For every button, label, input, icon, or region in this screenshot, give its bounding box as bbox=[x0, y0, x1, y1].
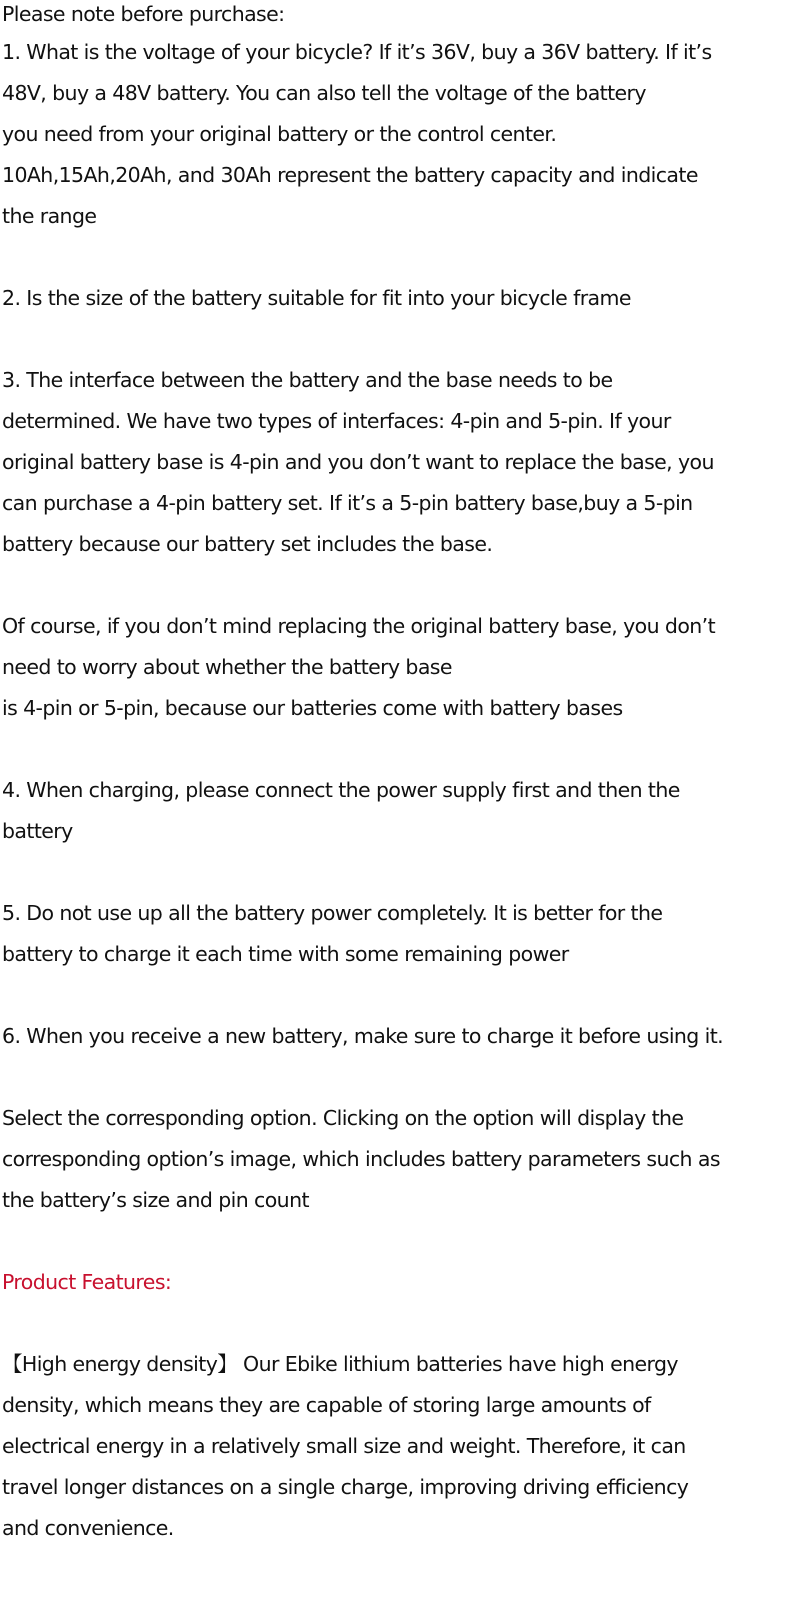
item6-line-1: 6. When you receive a new battery, make sure to charge it before using it. bbox=[2, 1024, 724, 1048]
features-heading: Product Features: bbox=[2, 1270, 172, 1294]
high-energy-line-3: electrical energy in a relatively small size and weight. Therefore, it can bbox=[2, 1434, 686, 1458]
select-option-line-1: Select the corresponding option. Clicking on the option will display the bbox=[2, 1106, 684, 1130]
item3-line-1: 3. The interface between the battery and the base needs to be bbox=[2, 368, 613, 392]
high-energy-line-2: density, which means they are capable of storing large amounts of bbox=[2, 1393, 651, 1417]
item3-line-2: determined. We have two types of interfaces: 4-pin and 5-pin. If your bbox=[2, 409, 671, 433]
select-option-line-3: the battery’s size and pin count bbox=[2, 1188, 309, 1212]
item5-line-2: battery to charge it each time with some remaining power bbox=[2, 942, 569, 966]
item4-line-2: battery bbox=[2, 819, 73, 843]
high-energy-line-1: 【High energy density】 Our Ebike lithium batteries have high energy bbox=[2, 1352, 678, 1376]
high-energy-line-5: and convenience. bbox=[2, 1516, 174, 1540]
item1-line-5: the range bbox=[2, 204, 97, 228]
item1-line-4: 10Ah,15Ah,20Ah, and 30Ah represent the battery capacity and indicate bbox=[2, 163, 698, 187]
item3-line-3: original battery base is 4-pin and you don’t want to replace the base, you bbox=[2, 450, 714, 474]
item1-line-3: you need from your original battery or the control center. bbox=[2, 122, 557, 146]
item5-line-1: 5. Do not use up all the battery power completely. It is better for the bbox=[2, 901, 663, 925]
select-option-line-2: corresponding option’s image, which includes battery parameters such as bbox=[2, 1147, 720, 1171]
item3-line-4: can purchase a 4-pin battery set. If it’s a 5-pin battery base,buy a 5-pin bbox=[2, 491, 693, 515]
note-line-1: Of course, if you don’t mind replacing the original battery base, you don’t bbox=[2, 614, 716, 638]
item4-line-1: 4. When charging, please connect the power supply first and then the bbox=[2, 778, 680, 802]
note-line-3: is 4-pin or 5-pin, because our batteries come with battery bases bbox=[2, 696, 623, 720]
notice-heading: Please note before purchase: bbox=[2, 2, 285, 26]
high-energy-line-4: travel longer distances on a single charge, improving driving efficiency bbox=[2, 1475, 689, 1499]
item1-line-2: 48V, buy a 48V battery. You can also tell the voltage of the battery bbox=[2, 81, 646, 105]
item2-line-1: 2. Is the size of the battery suitable for fit into your bicycle frame bbox=[2, 286, 631, 310]
item3-line-5: battery because our battery set includes the base. bbox=[2, 532, 493, 556]
note-line-2: need to worry about whether the battery base bbox=[2, 655, 452, 679]
item1-line-1: 1. What is the voltage of your bicycle? If it’s 36V, buy a 36V battery. If it’s bbox=[2, 40, 712, 64]
